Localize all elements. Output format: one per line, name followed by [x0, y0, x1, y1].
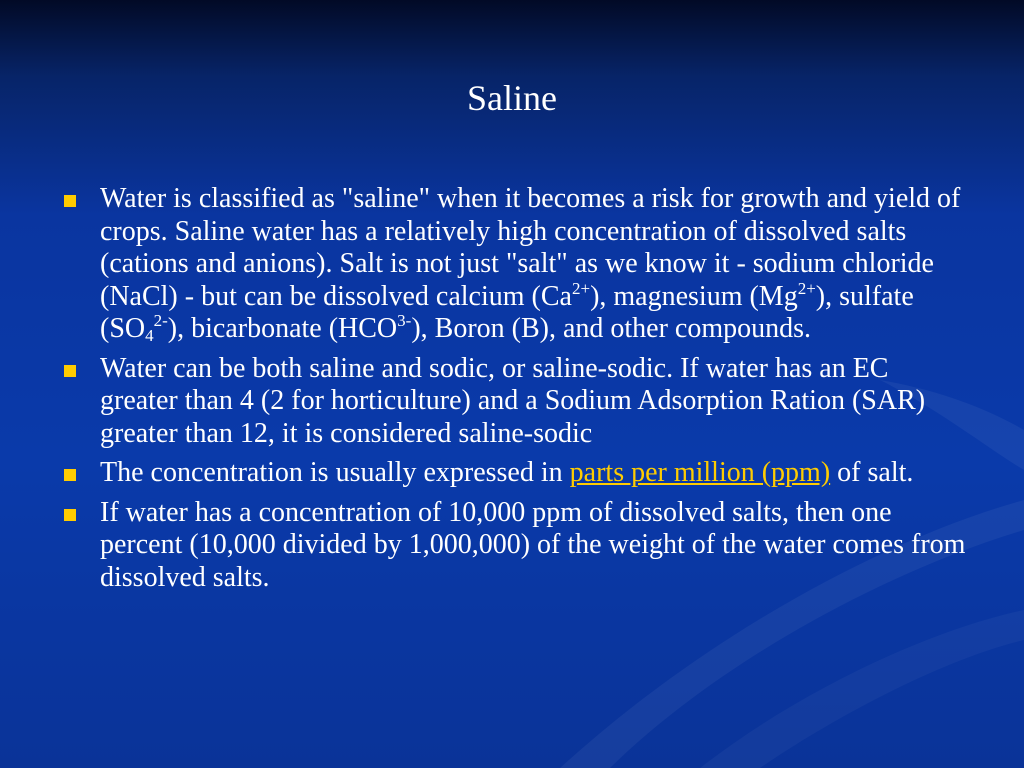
bullet-text-segment: ), bicarbonate (HCO: [167, 313, 398, 344]
bullet-square-icon: [64, 469, 76, 481]
bullet-item-concentration: [58, 457, 970, 490]
slide-title: Saline: [467, 78, 557, 118]
bullet-text-segment: of salt.: [830, 457, 914, 488]
bullet-text: [100, 183, 960, 344]
bullet-text: [100, 457, 913, 488]
bullet-item-saline-sodic: [58, 353, 970, 451]
bullet-item-ppm-example: [58, 497, 970, 595]
sulfate-charge: 2-: [153, 311, 168, 330]
bicarbonate-charge: 3-: [397, 311, 412, 330]
bullet-list: [58, 183, 970, 601]
magnesium-charge: 2+: [797, 278, 816, 298]
bullet-text-segment: The concentration is usually expressed in: [100, 457, 570, 488]
bullet-square-icon: [64, 509, 76, 521]
bullet-square-icon: [64, 365, 76, 377]
bullet-text-segment: ), magnesium (Mg: [590, 280, 798, 312]
bullet-text: Water can be both saline and sodic, or saline-sodic. If water has an EC greater than 4 (2 for horticulture) and a Sodium Adsorption Ration (SAR) greater than 12, it is considered saline-sodic: [100, 352, 926, 449]
bullet-text-segment: ), sulfate (SO: [100, 280, 914, 344]
bullet-text-segment: Water is classified as "saline" when it becomes a risk for growth and yield of crops. Saline water has a relatively high concentration of dissolved salts (cations and anions). Salt is not just "salt" as we know it - sodium chloride (NaCl) - but can be dissolved calcium (Ca: [100, 183, 961, 312]
parts-per-million-link[interactable]: parts per million (ppm): [569, 457, 831, 488]
bullet-text-segment: ), Boron (B), and other compounds.: [411, 313, 812, 344]
sulfate-subscript: 4: [145, 326, 154, 345]
bullet-text: If water has a concentration of 10,000 ppm of dissolved salts, then one percent (10,000 divided by 1,000,000) of the weight of the water comes from dissolved salts.: [100, 496, 966, 593]
calcium-charge: 2+: [571, 278, 591, 298]
bullet-item-saline-definition: [58, 183, 970, 346]
bullet-square-icon: [64, 195, 76, 207]
